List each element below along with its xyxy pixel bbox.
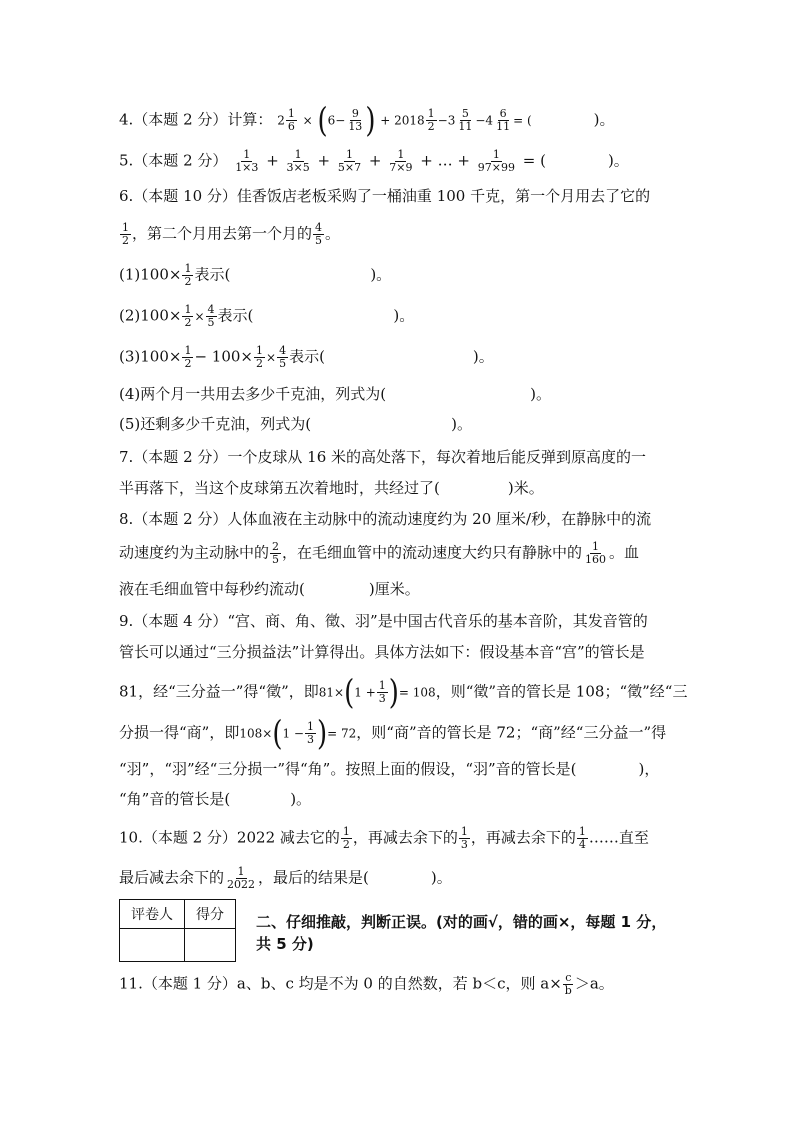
q6-s1-den: 2 [184, 275, 192, 288]
q4-e-minus: −4 [475, 113, 494, 128]
question-10-line-1 [119, 826, 649, 851]
q6-f1-den: 2 [122, 234, 129, 247]
q6-s4-text: (4)两个月一共用去多少千克油，列式为( [119, 385, 387, 403]
q4-d-num: 5 [461, 107, 469, 120]
q10-f2-num: 1 [460, 825, 468, 838]
q9-eq2-pre: 108× [239, 726, 273, 741]
q11-frac-den: b [564, 984, 572, 997]
q6-s2-b-num: 4 [207, 303, 215, 316]
q4-d-den: 11 [458, 120, 473, 133]
q8-f2-den: 160 [585, 553, 607, 566]
q6-sub-5 [119, 414, 472, 434]
q6-s3-a-den: 2 [184, 357, 192, 370]
q4-e-num: 6 [499, 107, 507, 120]
question-6-line-2 [119, 222, 340, 247]
q10-frac-quarter [577, 826, 588, 851]
q6-s5-end: )。 [451, 415, 472, 433]
q6-s3-frac-c [277, 345, 288, 370]
question-11 [119, 972, 614, 997]
q9-line6-text: “角”音的管长是( [119, 790, 231, 808]
q9-eq1-frac [377, 680, 388, 705]
q5-t4-num: 1 [397, 148, 405, 161]
q5-eq: = ( [522, 151, 546, 170]
q5-term-4 [387, 149, 414, 174]
q10-f3-num: 1 [578, 825, 586, 838]
q10-frac-half [341, 826, 352, 851]
q4-b-whole: 6 [327, 113, 336, 128]
q5-t3-num: 1 [346, 148, 354, 161]
q4-lparen: ( [317, 101, 328, 140]
q6-s2-times: × [194, 309, 205, 324]
q4-b-num: 9 [351, 107, 359, 120]
q6-s3-b-num: 1 [256, 344, 263, 357]
q9-eq1-rparen: ) [388, 673, 399, 712]
q6-s5-text: (5)还剩多少千克油，列式为( [119, 415, 312, 433]
q9-line3-b: ，则“徵”音的管长是 108；“徵”经“三 [435, 682, 688, 701]
q9-eq1-den: 3 [378, 692, 386, 705]
q9-eq2-lparen: ( [272, 714, 283, 753]
q10-line2-end: )。 [430, 868, 452, 887]
q10-frac-third [459, 826, 470, 851]
q10-line1-a: 10.（本题 2 分）2022 减去它的 [119, 828, 340, 847]
q8-frac-1-160 [583, 541, 608, 566]
q5-t4-den: 7×9 [389, 161, 413, 174]
q5-t3-den: 5×7 [337, 161, 362, 174]
q10-frac-1-2022 [225, 866, 257, 891]
question-7-line-2 [119, 478, 544, 498]
q5-t1-den: 1×3 [235, 161, 259, 174]
q4-end: )。 [593, 110, 615, 129]
q6-s2-end: )。 [393, 306, 415, 325]
q11-pre: 11.（本题 1 分）a、b、c 均是不为 0 的自然数，若 b＜c，则 a× [119, 974, 562, 993]
question-9-line-3 [119, 673, 688, 712]
q6-s1-num: 1 [184, 262, 192, 275]
section-2-title-line-2: 共 5 分) [256, 935, 314, 953]
q5-t2-den: 3×5 [286, 161, 310, 174]
q4-frac-e [494, 108, 512, 133]
question-9-line-6 [119, 789, 311, 809]
q4-frac-b [346, 108, 364, 133]
q6-sub-1 [119, 263, 391, 288]
q6-s2-b-den: 5 [207, 316, 215, 329]
q10-line1-c: ，再减去余下的 [470, 828, 576, 847]
q4-e-den: 11 [496, 120, 511, 133]
q5-plus-3: + [368, 151, 382, 170]
q9-line5-end: )， [638, 760, 660, 778]
q9-eq2-num: 1 [306, 720, 314, 733]
q8-line2-c: 。血 [609, 543, 640, 562]
q4-a-num: 1 [287, 107, 295, 120]
q11-frac-c-b [563, 972, 574, 997]
q4-frac-c [426, 108, 437, 133]
q4-d-minus: −3 [437, 113, 456, 128]
q7-line2-text: 半再落下，当这个皮球第五次着地时，共经过了( [119, 479, 440, 497]
q6-sub-2 [119, 304, 414, 329]
q9-line4-a: 分损一得“商”，即 [119, 723, 240, 742]
q6-s1-frac [182, 263, 193, 288]
q5-term-3 [336, 149, 363, 174]
q9-eq2-one: 1 − [282, 726, 304, 741]
q9-eq1-num: 1 [378, 679, 386, 692]
q4-rparen: ) [365, 101, 376, 140]
question-5 [119, 149, 629, 174]
question-7-line-1: 7.（本题 2 分）一个皮球从 16 米的高处落下，每次着地后能反弹到原高度的一 [119, 448, 647, 466]
q6-s2-frac-a [182, 304, 193, 329]
q6-sub-3 [119, 345, 494, 370]
q4-c-den: 2 [427, 120, 435, 133]
q8-frac-2-5 [270, 541, 281, 566]
q10-f4-num: 1 [237, 865, 245, 878]
q6-s3-c-num: 4 [279, 344, 287, 357]
q8-line3-text: 液在毛细血管中每秒约流动( [119, 580, 305, 598]
score-table-header-score: 得分 [185, 900, 236, 929]
q4-a-whole: 2 [277, 113, 285, 128]
q8-line2-b: ，在毛细血管中的流动速度大约只有静脉中的 [282, 543, 583, 562]
q9-line6-end: )。 [290, 790, 312, 808]
q6-s2-post: 表示( [217, 306, 254, 325]
q10-f2-den: 3 [460, 838, 468, 851]
q9-eq2-res: = 72 [327, 726, 357, 741]
q5-t5-num: 1 [492, 148, 500, 161]
q4-frac-d [456, 108, 474, 133]
score-table-header-reviewer: 评卷人 [120, 900, 185, 929]
q6-s3-frac-a [182, 345, 193, 370]
q5-term-5 [476, 149, 517, 174]
q5-plus-2: + [317, 151, 331, 170]
q6-s3-c-den: 5 [279, 357, 287, 370]
q6-s3-frac-b [254, 345, 265, 370]
q10-f1-num: 1 [342, 825, 350, 838]
question-9-line-5 [119, 759, 659, 779]
q9-line5-text: “羽”，“羽”经“三分损一”得“角”。按照上面的假设，“羽”音的管长是( [119, 760, 577, 778]
q4-frac-a [286, 108, 297, 133]
question-9-line-4 [119, 714, 667, 753]
q11-post: ＞a。 [574, 974, 614, 993]
q10-line2-a: 最后减去余下的 [119, 868, 225, 887]
q8-line2-a: 动速度约为主动脉中的 [119, 543, 270, 562]
q8-f1-num: 2 [272, 540, 280, 553]
q6-f1-num: 1 [122, 221, 129, 234]
q6-line2-end: 。 [325, 224, 341, 243]
q6-s3-post: 表示( [289, 347, 325, 366]
q7-line2-end: )米。 [507, 479, 544, 497]
question-4 [119, 101, 615, 140]
q4-b-minus: − [335, 113, 346, 128]
question-9-line-1: 9.（本题 4 分）“宫、商、角、徵、羽”是中国古代音乐的基本音阶，其发音管的 [119, 612, 648, 630]
q10-line1-d: ……直至 [588, 828, 649, 847]
q6-frac-half [120, 222, 131, 247]
score-table [119, 899, 236, 962]
q9-line3-a: 81，经“三分益一”得“徵”，即 [119, 682, 319, 701]
q4-times: × [302, 113, 313, 128]
q6-f2-num: 4 [315, 221, 323, 234]
q9-eq1-res: = 108 [398, 685, 436, 700]
q6-s4-end: )。 [530, 385, 551, 403]
q6-s3-end: )。 [472, 347, 494, 366]
q4-eq: = ( [513, 113, 532, 128]
q5-plus-1: + [266, 151, 279, 170]
section-2-title-line-1: 二、仔细推敲，判断正误。(对的画√，错的画×，每题 1 分， [256, 913, 667, 931]
q6-s2-a-den: 2 [184, 316, 192, 329]
q6-s3-a-num: 1 [184, 344, 192, 357]
q10-f1-den: 2 [342, 838, 350, 851]
q5-dots: + … + [420, 151, 470, 170]
question-6-line-1: 6.（本题 10 分）佳香饭店老板采购了一桶油重 100 千克，第一个月用去了它的 [119, 187, 651, 205]
q4-prefix: 4.（本题 2 分）计算： [119, 110, 273, 129]
q10-line2-b: ，最后的结果是( [258, 868, 369, 887]
q9-eq2-rparen: ) [316, 714, 328, 753]
q5-t2-num: 1 [294, 148, 302, 161]
q6-s2-frac-b [206, 304, 217, 329]
q5-term-1 [233, 149, 260, 174]
q5-end: )。 [607, 151, 629, 170]
q11-frac-num: c [565, 971, 572, 984]
q6-s1-end: )。 [370, 265, 392, 284]
question-8-line-1: 8.（本题 2 分）人体血液在主动脉中的流动速度约为 20 厘米/秒，在静脉中的流 [119, 510, 652, 528]
q5-t1-num: 1 [243, 148, 251, 161]
q6-frac-4-5 [313, 222, 324, 247]
q6-s3-mid: − 100× [194, 347, 253, 366]
q5-t5-den: 97×99 [477, 161, 515, 174]
score-table-reviewer-cell[interactable] [120, 929, 185, 962]
q8-f1-den: 5 [272, 553, 280, 566]
q6-line2-mid: ，第二个月用去第一个月的 [132, 224, 313, 243]
q6-f2-den: 5 [315, 234, 323, 247]
q4-a-den: 6 [287, 120, 295, 133]
q9-eq2-frac [305, 721, 316, 746]
q6-s2-a-num: 1 [184, 303, 192, 316]
question-10-line-2 [119, 866, 452, 891]
q6-s3-times: × [266, 350, 277, 365]
score-table-score-cell[interactable] [185, 929, 236, 962]
q9-eq2-den: 3 [306, 733, 314, 746]
question-9-line-2: 管长可以通过“三分损益法”计算得出。具体方法如下：假设基本音“宫”的管长是 [119, 643, 645, 661]
q5-prefix: 5.（本题 2 分） [119, 151, 228, 170]
q9-eq1-pre: 81× [318, 685, 345, 700]
q6-sub-4 [119, 384, 551, 404]
q6-s1-post: 表示( [194, 265, 231, 284]
q4-c-num: 1 [427, 107, 435, 120]
question-8-line-3 [119, 579, 420, 599]
q6-s3-pre: (3)100× [119, 347, 182, 366]
q4-plus: + 2018 [380, 113, 425, 128]
question-8-line-2 [119, 541, 639, 566]
q6-s1-pre: (1)100× [119, 265, 182, 284]
q4-b-den: 13 [348, 120, 363, 133]
q10-line1-b: ，再减去余下的 [352, 828, 458, 847]
q9-line4-b: ，则“商”音的管长是 72；“商”经“三分益一”得 [356, 723, 667, 742]
q9-eq1-lparen: ( [344, 673, 355, 712]
q8-f2-num: 1 [592, 540, 600, 553]
q8-line3-end: )厘米。 [368, 580, 420, 598]
q10-f4-den: 2022 [227, 878, 256, 891]
q6-s3-b-den: 2 [256, 357, 263, 370]
q10-f3-den: 4 [578, 838, 586, 851]
q6-s2-pre: (2)100× [119, 306, 182, 325]
q5-term-2 [285, 149, 312, 174]
q9-eq1-one: 1 + [354, 685, 376, 700]
